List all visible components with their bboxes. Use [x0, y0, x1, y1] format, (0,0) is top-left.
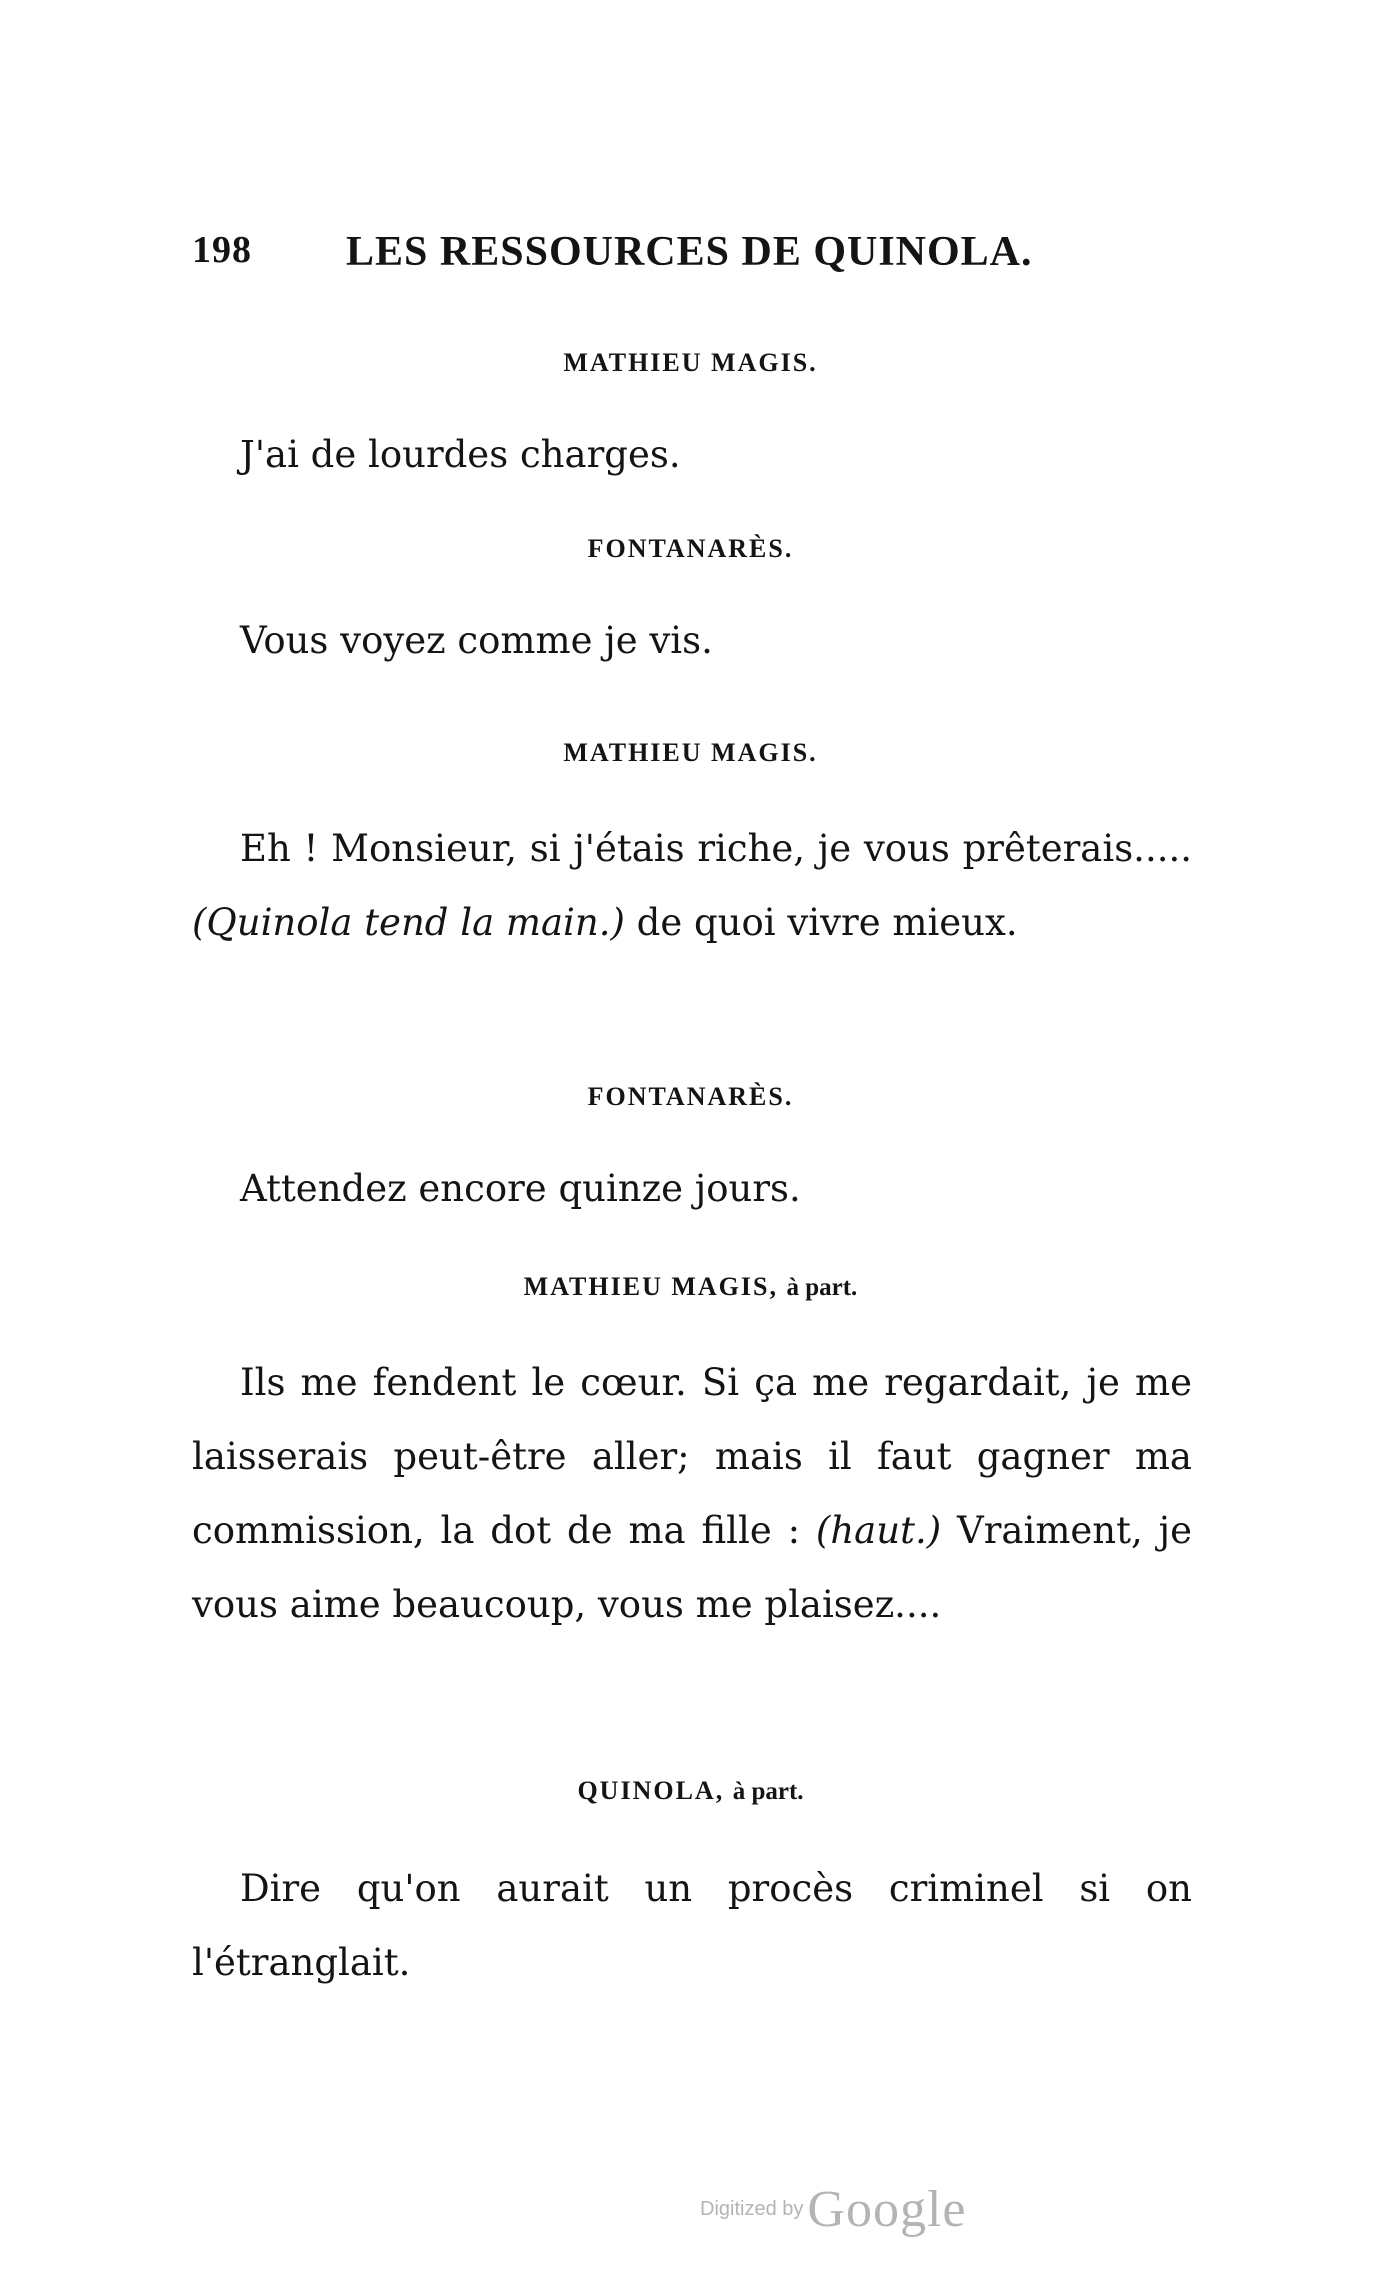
speech-line: Attendez encore quinze jours.: [240, 1167, 801, 1210]
running-title: LES RESSOURCES DE QUINOLA.: [346, 229, 1033, 275]
speech-line: Ils me fendent le cœur. Si ça me regardait, je me laisserais peut-être aller; mais il faut gagner ma commission, la dot de ma fille :: [192, 1361, 1192, 1552]
stage-direction: (Quinola tend la main.): [192, 901, 625, 944]
speech-line: Vous voyez comme je vis.: [240, 619, 713, 662]
speaker-name: FONTANARÈS.: [587, 534, 794, 563]
running-header: [192, 228, 1192, 288]
stage-direction: (haut.): [815, 1509, 942, 1552]
digitized-by-label: Digitized by: [700, 2198, 804, 2220]
speech-text: [192, 1346, 1192, 1642]
speaker-name: FONTANARÈS.: [587, 1082, 794, 1111]
speaker-label: MATHIEU MAGIS,: [523, 1272, 778, 1301]
speech-line: J'ai de lourdes charges.: [240, 433, 681, 476]
digitized-by-google-mark: [700, 2180, 966, 2239]
speech-text: [192, 418, 1192, 492]
speaker-name: MATHIEU MAGIS.: [563, 348, 818, 377]
speech-text: [192, 1852, 1192, 2000]
speech-line: Dire qu'on aurait un procès criminel si on l'étranglait.: [192, 1867, 1192, 1984]
speaker-name: [0, 1776, 1381, 1806]
page-number: 198: [192, 229, 252, 271]
speech-text: [192, 812, 1192, 960]
speech-line: Vraiment, je vous aime beaucoup, vous me plaisez....: [192, 1509, 1192, 1626]
speaker-name: MATHIEU MAGIS.: [563, 738, 818, 767]
speech-line: de quoi vivre mieux.: [636, 901, 1018, 944]
speaker-name: [0, 1272, 1381, 1302]
aside-label: à part.: [786, 1274, 858, 1301]
google-wordmark: Google: [807, 2181, 967, 2238]
speaker-label: QUINOLA,: [577, 1776, 725, 1805]
speech-line: Eh ! Monsieur, si j'étais riche, je vous prêterais.....: [240, 827, 1192, 870]
aside-label: à part.: [732, 1778, 804, 1805]
speech-text: [192, 604, 1192, 678]
speech-text: [192, 1152, 1192, 1226]
